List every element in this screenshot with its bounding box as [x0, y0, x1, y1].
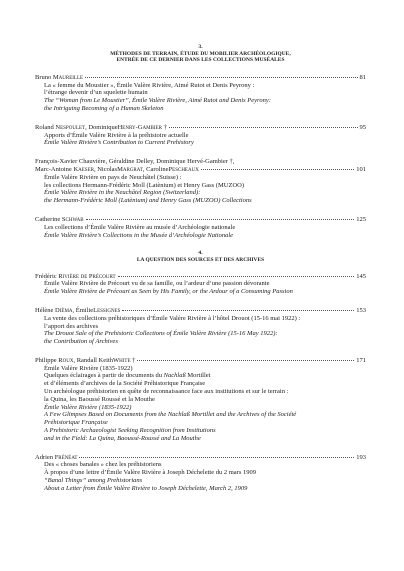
section-4-title: LA QUESTION DES SOURCES ET DES ARCHIVES: [136, 256, 265, 263]
toc-entry: [35, 357, 366, 443]
author-name: Catherine: [35, 215, 62, 223]
dot-leader: [122, 310, 354, 311]
dot-leader: [169, 127, 358, 128]
french-title-line: [35, 315, 366, 323]
author-surname: Henry-Gambier: [117, 123, 162, 131]
title-text: les collections Hermann-Frédéric Moll (Latènium) et Henry Gass (MUZOO): [44, 181, 244, 189]
author-surname: Nespoulet: [55, 123, 86, 131]
author-name: , Dominique: [85, 123, 118, 131]
entry-authors: [35, 307, 120, 315]
dot-leader: [85, 77, 357, 78]
toc-entry: [35, 307, 366, 346]
author-surname: Rivière de Précourt: [58, 272, 116, 280]
entry-authors: [35, 216, 84, 224]
english-title-line: the Intriguing Becoming of a Human Skeleton: [44, 104, 164, 112]
author-surname: Kaeser: [73, 165, 94, 173]
french-title-line: [35, 224, 366, 232]
french-title-line: [35, 280, 366, 288]
author-name: †: [130, 356, 136, 364]
french-title-line: [35, 372, 366, 380]
author-name: Adrien: [35, 453, 55, 461]
title-text: Émile Valère Rivière en pays de Neuchâtel (Suisse) :: [44, 173, 182, 181]
author-name: Roland: [35, 123, 56, 131]
entry-authors-line: François-Xavier Chauvière, Géraldine Delley, Dominique Hervé-Gambier †,: [35, 158, 235, 166]
author-surname: Pescheaux: [168, 165, 199, 173]
title-text: l’étrange devenir d’un squelette humain: [44, 89, 148, 97]
title-text: Mortillet: [185, 372, 211, 380]
author-name: Bruno: [35, 73, 53, 81]
title-text: Émile Valère Rivière de Précourt vu de sa famille, ou l’ardeur d’une passion dévorante: [44, 280, 270, 288]
author-surname: Roux: [58, 356, 74, 364]
dot-leader: [79, 457, 354, 458]
author-name: , Randall Keith: [73, 356, 114, 364]
english-title-line: Émile Valère Rivière (1835-1922): [44, 403, 132, 411]
dot-leader: [137, 360, 354, 361]
english-title-line: A Prehistoric Archaeologist Seeking Recognition from Institutions: [44, 427, 216, 435]
dot-leader: [86, 219, 355, 220]
english-title-line: The Drouot Sale of the Prehistoric Collections of Émile Valère Rivière (15-16 May 1922):: [44, 330, 278, 338]
french-title-line: [35, 89, 366, 97]
section-3-heading: [35, 44, 366, 64]
section-3-title-line-2: ENTRÉE DE CE DERNIER DANS LES COLLECTIONS MUSÉALES: [116, 57, 285, 64]
french-title-line: [35, 469, 366, 477]
author-name: Marc-Antoine: [35, 165, 74, 173]
english-title-line: the Hermann-Frédéric Moll (Latènium) and Henry Gass (MUZOO) Collections: [44, 197, 252, 205]
french-title-line: [35, 380, 366, 388]
toc-entry: [35, 158, 366, 205]
section-3-title-line-1: MÉTHODES DE TERRAIN, ÉTUDE DU MOBILIER ARCHÉOLOGIQUE,: [110, 50, 291, 57]
english-title-line: Préhistorique Française: [44, 419, 108, 427]
title-italic-word: Nachlaß: [163, 372, 186, 380]
toc-entry: [35, 124, 366, 147]
toc-entry: [35, 74, 366, 113]
author-surname: Maureille: [52, 73, 84, 81]
section-3-number: 3.: [198, 44, 203, 50]
author-name: , Nicolas: [93, 165, 118, 173]
author-surname: Frénéat: [54, 453, 78, 461]
title-text: Émile Valère Rivière (1835-1922): [44, 364, 133, 372]
title-text: Quelques éclairages à partir de documents du: [44, 372, 164, 380]
title-text: Un archéologue préhistorien en quête de reconnaissance face aux institutions et sur le terrain :: [44, 388, 289, 396]
entry-author-line: [35, 307, 366, 315]
english-title-line: Émile Valère Rivière de Précourt as Seen by His Family, or the Ardour of a Consuming Passion: [44, 288, 293, 296]
title-text: Des « choses banales » chez les préhistoriens: [44, 461, 162, 469]
page-number: 193: [356, 453, 366, 461]
section-4-entries: [35, 273, 366, 493]
section-3-entries: [35, 74, 366, 240]
author-name: Hélène: [35, 306, 56, 314]
english-title-line: A Few Glimpses Based on Documents from the Nachlaß Mortillet and the Archives of the Société: [44, 411, 297, 419]
entry-authors: [35, 74, 83, 82]
title-text: À propos d’une lettre d’Émile Valère Rivière à Joseph Déchelette du 2 mars 1909: [44, 469, 256, 477]
french-title-line: [35, 388, 366, 396]
entry-authors: [35, 357, 135, 365]
author-name: †: [161, 123, 167, 131]
toc-entry: [35, 273, 366, 296]
title-text: La « femme du Moustier », Émile Valère Rivière, Aimé Rutot et Denis Peyrony :: [44, 81, 255, 89]
page-number: 95: [359, 123, 366, 131]
author-surname: Lessignes: [93, 306, 121, 314]
author-name: Frédéric: [35, 272, 59, 280]
dot-leader: [118, 276, 355, 277]
toc-entry: [35, 454, 366, 493]
page-number: 171: [356, 356, 366, 364]
english-title-line: the Contribution of Archives: [44, 338, 118, 346]
page-number: 145: [356, 272, 366, 280]
english-title-line: The “Woman from Le Moustier”, Émile Valère Rivière, Aimé Rutot and Denis Peyrony:: [44, 97, 271, 105]
english-title-line: About a Letter from Émile Valère Rivière to Joseph Déchelette, March 2, 1909: [44, 484, 248, 492]
author-surname: Dièma: [55, 306, 73, 314]
english-title-line: Émile Valère Rivière’s Contribution to Current Prehistory: [44, 139, 194, 147]
title-text: la Quina, les Baoussé Roussé et la Mouthe: [44, 395, 155, 403]
author-name: Philippe: [35, 356, 59, 364]
page-number: 101: [356, 165, 366, 173]
english-title-line: Émile Valère Rivière in the Neuchâtel Region (Switzerland):: [44, 189, 201, 197]
entry-author-line: [35, 74, 366, 82]
entry-author-line: [35, 454, 366, 462]
french-title-line: [35, 396, 366, 404]
author-surname: Margrat: [117, 165, 143, 173]
toc-entry: [35, 216, 366, 239]
author-surname: Schwab: [61, 215, 84, 223]
title-text: Apports d’Émile Valère Rivière à la préhistoire actuelle: [44, 131, 189, 139]
section-4-number: 4.: [198, 250, 203, 257]
english-title-line: Émile Valère Rivière’s Collections in the Musée d’Archéologie Nationale: [44, 231, 234, 239]
entry-author-line: [35, 166, 366, 174]
table-of-contents: [35, 44, 366, 504]
english-title-line: and in the Field: La Quina, Baoussé-Roussé and La Mouthe: [44, 434, 201, 442]
title-text: et d’éléments d’archives de la Société Préhistorique Française: [44, 380, 206, 388]
entry-author-line: [35, 124, 366, 132]
entry-authors: [35, 166, 199, 174]
title-text: Les collections d’Émile Valère Rivière au musée d’Archéologie nationale: [44, 223, 236, 231]
author-surname: White: [113, 356, 131, 364]
entry-author-line: [35, 216, 366, 224]
page-number: 81: [359, 73, 366, 81]
english-title-line: “Banal Things” among Prehistorians: [44, 477, 143, 485]
page-number: 125: [356, 215, 366, 223]
entry-authors: [35, 124, 167, 132]
entry-author-line: [35, 357, 366, 365]
title-text: La vente des collections préhistoriques d’Émile Valère Rivière à l’hôtel Drouot (15-16 mai 1922) :: [44, 314, 301, 322]
section-4-heading: [35, 250, 366, 263]
french-title-line: [35, 365, 366, 373]
title-text: l’apport des archives: [44, 322, 99, 330]
entry-authors: [35, 454, 77, 462]
author-name: , Caroline: [142, 165, 169, 173]
french-title-line: [35, 82, 366, 90]
page-number: 153: [356, 306, 366, 314]
author-name: , Émilie: [72, 306, 94, 314]
french-title-line: [35, 174, 366, 182]
dot-leader: [201, 169, 354, 170]
